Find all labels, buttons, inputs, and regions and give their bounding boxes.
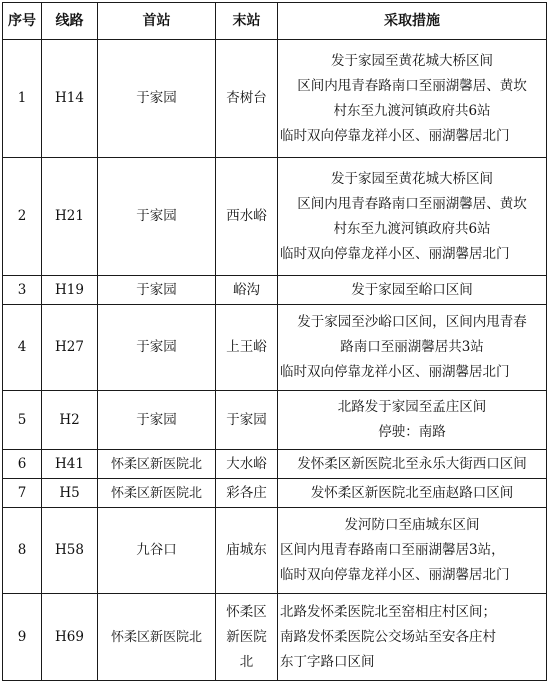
table-row — [3, 391, 547, 450]
row-start: 于家园 — [98, 391, 216, 450]
measure-line: 临时双向停靠龙祥小区、丽湖馨居北门 — [280, 567, 510, 583]
measure-line: 临时双向停靠龙祥小区、丽湖馨居北门 — [280, 364, 510, 380]
row-line: H14 — [42, 40, 98, 158]
measure-line: 村东至九渡河镇政府共6站 — [333, 102, 491, 119]
measure-line: 发怀柔区新医院北至永乐大街西口区间 — [297, 455, 527, 472]
row-no: 4 — [3, 305, 42, 391]
table-row — [3, 508, 547, 594]
header-measures: 采取措施 — [278, 3, 547, 40]
end-line: 怀柔区 — [226, 603, 267, 620]
row-measures — [278, 158, 547, 276]
measure-line: 村东至九渡河镇政府共6站 — [333, 220, 491, 237]
row-end: 上王峪 — [216, 305, 278, 391]
row-line: H5 — [42, 479, 98, 508]
table-container — [2, 2, 547, 681]
row-measures — [278, 479, 547, 508]
row-end: 峪沟 — [216, 276, 278, 305]
measure-line: 区间内甩青春路南口至丽湖馨居3站， — [280, 542, 505, 558]
row-end: 西水峪 — [216, 158, 278, 276]
row-measures — [278, 40, 547, 158]
row-line: H19 — [42, 276, 98, 305]
end-line: 北 — [239, 653, 254, 670]
table-row — [3, 479, 547, 508]
table-row — [3, 594, 547, 681]
row-no: 9 — [3, 594, 42, 681]
row-measures — [278, 276, 547, 305]
row-line: H21 — [42, 158, 98, 276]
row-line: H27 — [42, 305, 98, 391]
measure-line: 发于家园至黄花城大桥区间 — [331, 170, 493, 187]
row-start: 怀柔区新医院北 — [98, 479, 216, 508]
row-no: 5 — [3, 391, 42, 450]
row-end — [216, 594, 278, 681]
measure-line: 停驶：南路 — [378, 424, 446, 440]
row-line: H41 — [42, 450, 98, 479]
row-line: H69 — [42, 594, 98, 681]
row-start: 于家园 — [98, 276, 216, 305]
measure-line: 临时双向停靠龙祥小区、丽湖馨居北门 — [280, 127, 510, 144]
measure-line: 区间内甩青春路南口至丽湖馨居、黄坎 — [297, 195, 527, 212]
route-measures-table — [2, 2, 547, 681]
row-end: 大水峪 — [216, 450, 278, 479]
measure-line: 北路发于家园至孟庄区间 — [337, 399, 487, 415]
row-no: 7 — [3, 479, 42, 508]
table-row — [3, 276, 547, 305]
end-line: 新医院 — [226, 628, 267, 645]
row-start: 于家园 — [98, 158, 216, 276]
measure-line: 南路发怀柔医院公交场站至安各庄村 — [280, 628, 496, 645]
row-measures — [278, 305, 547, 391]
measure-line: 发河防口至庙城东区间 — [344, 517, 480, 533]
row-no: 2 — [3, 158, 42, 276]
header-row — [3, 3, 547, 40]
row-end: 于家园 — [216, 391, 278, 450]
measure-line: 发于家园至峪口区间 — [351, 281, 473, 298]
row-end: 杏树台 — [216, 40, 278, 158]
row-start: 怀柔区新医院北 — [98, 450, 216, 479]
measure-line: 东丁字路口区间 — [280, 653, 375, 670]
row-start: 于家园 — [98, 40, 216, 158]
row-no: 1 — [3, 40, 42, 158]
row-measures — [278, 508, 547, 594]
measure-line: 发怀柔区新医院北至庙赵路口区间 — [310, 484, 514, 501]
row-line: H2 — [42, 391, 98, 450]
row-end: 庙城东 — [216, 508, 278, 594]
measure-line: 路南口至丽湖馨居共3站 — [340, 339, 484, 355]
measure-line: 发于家园至沙峪口区间，区间内甩青春 — [297, 314, 527, 330]
table-row — [3, 450, 547, 479]
table-row — [3, 158, 547, 276]
row-start: 九谷口 — [98, 508, 216, 594]
header-line: 线路 — [42, 3, 98, 40]
row-measures — [278, 594, 547, 681]
row-measures — [278, 391, 547, 450]
row-no: 6 — [3, 450, 42, 479]
row-no: 3 — [3, 276, 42, 305]
header-end: 末站 — [216, 3, 278, 40]
measure-line: 发于家园至黄花城大桥区间 — [331, 52, 493, 69]
header-no: 序号 — [3, 3, 42, 40]
row-end: 彩各庄 — [216, 479, 278, 508]
row-measures — [278, 450, 547, 479]
table-row — [3, 40, 547, 158]
table-row — [3, 305, 547, 391]
header-start: 首站 — [98, 3, 216, 40]
row-no: 8 — [3, 508, 42, 594]
measure-line: 临时双向停靠龙祥小区、丽湖馨居北门 — [280, 245, 510, 262]
row-start: 怀柔区新医院北 — [98, 594, 216, 681]
row-start: 于家园 — [98, 305, 216, 391]
measure-line: 北路发怀柔医院北至窑相庄村区间； — [280, 603, 496, 620]
row-line: H58 — [42, 508, 98, 594]
measure-line: 区间内甩青春路南口至丽湖馨居、黄坎 — [297, 77, 527, 94]
